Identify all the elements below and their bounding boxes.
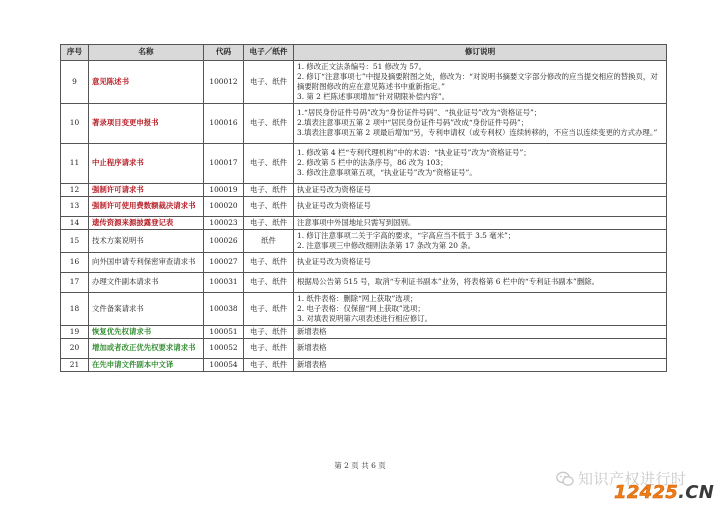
row-number: 19: [61, 325, 89, 338]
row-type: 电子、纸件: [244, 252, 294, 272]
row-form-name: 遗传资源来源披露登记表: [89, 216, 204, 229]
header-name: 名称: [89, 45, 204, 61]
site-number: 12425: [614, 482, 679, 503]
table-row: [61, 272, 667, 292]
table-row: [61, 196, 667, 216]
row-code: 100016: [204, 103, 244, 143]
description-line: 2. 修订“注意事项七”中提及摘要附图之处，修改为：“对说明书摘要文字部分修改的应当提交相应的替换页，对摘要附图修改的应在意见陈述书中重新指定。”: [297, 71, 658, 91]
row-form-name: 增加或者改正优先权要求请求书: [89, 338, 204, 358]
row-number: 12: [61, 183, 89, 196]
row-form-name: 强制许可请求书: [89, 183, 204, 196]
row-number: 10: [61, 103, 89, 143]
row-description: [294, 292, 667, 325]
row-number: 17: [61, 272, 89, 292]
row-type: 电子、纸件: [244, 358, 294, 371]
revision-table: [60, 44, 667, 372]
row-type: 电子、纸件: [244, 338, 294, 358]
row-description: [294, 338, 667, 358]
row-code: 100051: [204, 325, 244, 338]
row-type: 电子、纸件: [244, 292, 294, 325]
row-code: 100012: [204, 61, 244, 104]
row-code: 100027: [204, 252, 244, 272]
row-code: 100017: [204, 143, 244, 183]
row-form-name: 中止程序请求书: [89, 143, 204, 183]
row-description: [294, 358, 667, 371]
table-row: [61, 338, 667, 358]
row-code: 100020: [204, 196, 244, 216]
row-type: 纸件: [244, 229, 294, 252]
description-line: 执业证号改为资格证号: [297, 184, 371, 194]
row-code: 100026: [204, 229, 244, 252]
row-form-name: 文件备案请求书: [89, 292, 204, 325]
row-code: 100023: [204, 216, 244, 229]
row-form-name: 强制许可使用费数额裁决请求书: [89, 196, 204, 216]
header-description: 修订说明: [294, 45, 667, 61]
description-line: 注意事项中外国地址只需写到国别。: [297, 217, 416, 227]
row-form-name: 意见陈述书: [89, 61, 204, 104]
description-line: 1. 修订注意事项二关于字高的要求，“字高应当不低于 3.5 毫米”；: [297, 230, 516, 240]
row-number: 14: [61, 216, 89, 229]
table-row: [61, 143, 667, 183]
description-line: 新增表格: [297, 326, 327, 336]
row-number: 21: [61, 358, 89, 371]
description-line: 3. 第 2 栏陈述事项增加“针对期限补偿内容”。: [297, 91, 450, 101]
description-line: 新增表格: [297, 359, 327, 369]
description-line: 执业证号改为资格证号: [297, 257, 371, 267]
row-form-name: 技术方案说明书: [89, 229, 204, 252]
table-row: [61, 61, 667, 104]
description-line: 2.填表注意事项五第 2 项中“居民身份证件号码”改成“身份证件号码”；: [297, 118, 529, 128]
table-row: [61, 216, 667, 229]
table-row: [61, 358, 667, 371]
wechat-icon: [556, 471, 574, 487]
row-number: 16: [61, 252, 89, 272]
row-code: 100019: [204, 183, 244, 196]
row-description: [294, 103, 667, 143]
row-description: [294, 272, 667, 292]
table-row: [61, 325, 667, 338]
row-type: 电子、纸件: [244, 143, 294, 183]
row-number: 20: [61, 338, 89, 358]
row-form-name: 办理文件副本请求书: [89, 272, 204, 292]
table-row: [61, 229, 667, 252]
row-description: [294, 143, 667, 183]
row-code: 100031: [204, 272, 244, 292]
row-code: 100054: [204, 358, 244, 371]
description-line: 根据局公告第 515 号，取消“专利证书副本”业务，将表格第 6 栏中的“专利证书副本”删除。: [297, 277, 599, 287]
row-description: [294, 196, 667, 216]
row-number: 11: [61, 143, 89, 183]
page-footer: 第 2 页 共 6 页: [334, 461, 386, 470]
header-code: 代码: [204, 45, 244, 61]
site-dot: .: [678, 482, 686, 503]
table-row: [61, 252, 667, 272]
table-row: [61, 103, 667, 143]
description-line: 1. 修改正文法条编号：51 修改为 57。: [297, 62, 426, 71]
table-header-row: [61, 45, 667, 61]
row-description: [294, 61, 667, 104]
row-description: [294, 216, 667, 229]
description-line: 1. 修改第 4 栏“专利代理机构”中的术语：“执业证号”改为“资格证号”；: [297, 148, 531, 158]
row-type: 电子、纸件: [244, 103, 294, 143]
description-line: 1. 纸件表格：删除“网上获取”选项；: [297, 293, 418, 303]
description-line: 3.填表注意事项五第 2 项最后增加“另，专利申请权（或专利权）连续转移的，不应当以连续变更的方式办理。”: [297, 128, 658, 138]
header-number: 序号: [61, 45, 89, 61]
row-description: [294, 325, 667, 338]
row-form-name: 恢复优先权请求书: [89, 325, 204, 338]
watermark-text: 知识产权进行时: [578, 470, 687, 488]
row-form-name: 在先申请文件副本中文译: [89, 358, 204, 371]
row-number: 15: [61, 229, 89, 252]
row-type: 电子、纸件: [244, 272, 294, 292]
site-logo: [610, 482, 718, 504]
row-code: 100052: [204, 338, 244, 358]
row-type: 电子、纸件: [244, 61, 294, 104]
header-type: 电子／纸件: [244, 45, 294, 61]
site-suffix: CN: [685, 482, 715, 503]
description-line: 2. 电子表格：仅保留“网上获取”选项；: [297, 303, 425, 313]
row-type: 电子、纸件: [244, 196, 294, 216]
description-line: 1.“居民身份证件号码”改为“身份证件号码”、“执业证号”改为“资格证号”；: [297, 108, 542, 118]
row-description: [294, 252, 667, 272]
table-body: [61, 61, 667, 372]
description-line: 2. 修改第 5 栏中的法条序号，86 改为 103；: [297, 158, 448, 168]
row-description: [294, 229, 667, 252]
row-form-name: 著录项目变更申报书: [89, 103, 204, 143]
description-line: 执业证号改为资格证号: [297, 201, 371, 211]
row-type: 电子、纸件: [244, 216, 294, 229]
table-row: [61, 183, 667, 196]
description-line: 3. 对填表说明第六项表述进行相应修订。: [297, 313, 433, 323]
description-line: 2. 注意事项三中修改细则法条第 17 条改为第 20 条。: [297, 240, 476, 250]
row-code: 100038: [204, 292, 244, 325]
row-type: 电子、纸件: [244, 325, 294, 338]
row-type: 电子、纸件: [244, 183, 294, 196]
row-number: 18: [61, 292, 89, 325]
description-line: 新增表格: [297, 343, 327, 353]
description-line: 3. 修改注意事项第五项，“执业证号”改为“资格证号”。: [297, 168, 477, 178]
row-form-name: 向外国申请专利保密审查请求书: [89, 252, 204, 272]
row-number: 13: [61, 196, 89, 216]
row-number: 9: [61, 61, 89, 104]
table-row: [61, 292, 667, 325]
row-description: [294, 183, 667, 196]
